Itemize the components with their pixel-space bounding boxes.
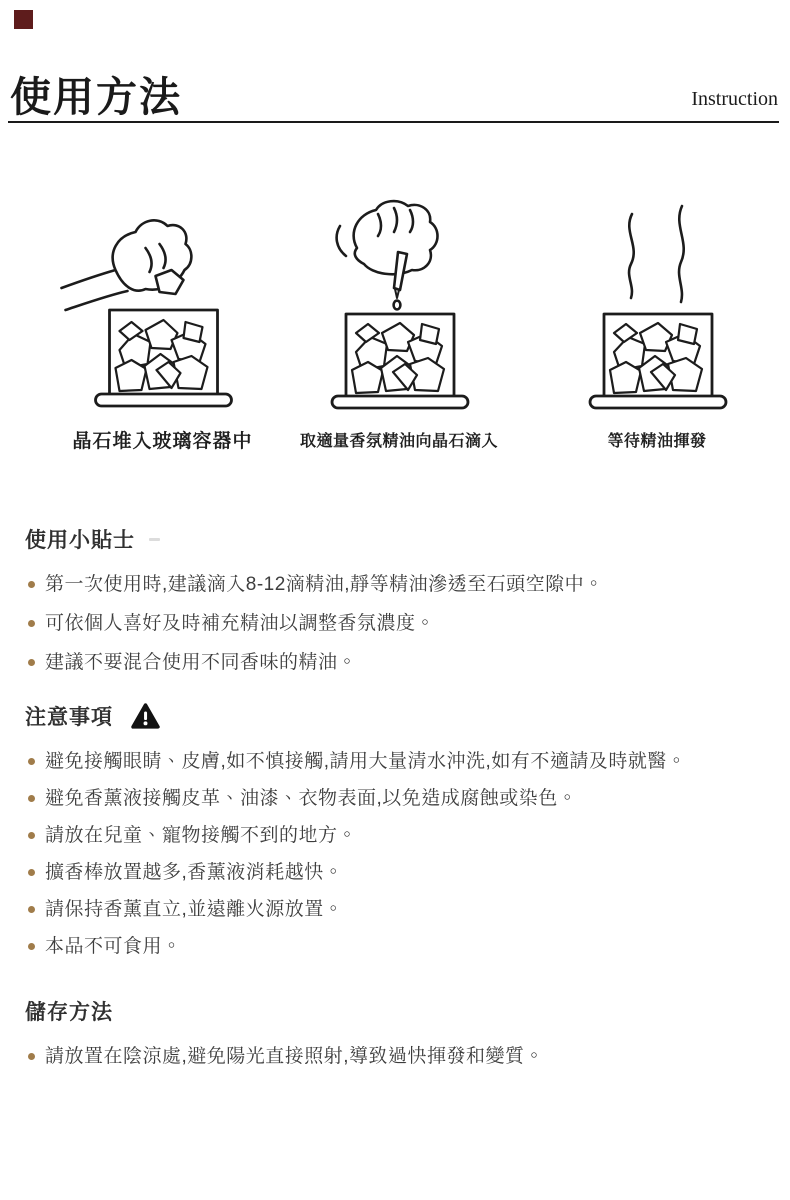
list-item-text: 請放在兒童、寵物接觸不到的地方。 bbox=[45, 825, 358, 846]
bullet-dot-icon bbox=[28, 795, 35, 802]
list-item bbox=[25, 935, 765, 958]
bullet-dot-icon bbox=[28, 758, 35, 765]
list-item bbox=[25, 1045, 765, 1068]
bullet-dot-icon bbox=[28, 943, 35, 950]
tips-list bbox=[25, 573, 765, 674]
list-item bbox=[25, 861, 765, 884]
section-heading bbox=[25, 996, 765, 1026]
bullet-dot-icon bbox=[28, 1053, 35, 1060]
list-item bbox=[25, 651, 765, 674]
step-caption: 晶石堆入玻璃容器中 bbox=[72, 431, 253, 452]
bullet-dot-icon bbox=[28, 906, 35, 913]
list-item bbox=[25, 612, 765, 635]
list-item bbox=[25, 573, 765, 596]
hand-dropper-icon bbox=[294, 192, 504, 422]
section-usage-tips bbox=[25, 524, 765, 690]
storage-heading-text: 儲存方法 bbox=[25, 1001, 113, 1024]
page-subtitle: Instruction bbox=[691, 88, 778, 110]
header-divider bbox=[8, 121, 779, 123]
bullet-dot-icon bbox=[28, 659, 35, 666]
section-heading bbox=[25, 701, 765, 731]
cautions-list bbox=[25, 750, 765, 958]
list-item-text: 避免接觸眼睛、皮膚,如不慎接觸,請用大量清水沖洗,如有不適請及時就醫。 bbox=[45, 751, 687, 772]
section-heading bbox=[25, 524, 765, 554]
step-wait-evaporate bbox=[550, 192, 764, 451]
section-cautions bbox=[25, 701, 765, 972]
step-pour-crystals bbox=[55, 192, 270, 453]
list-item-text: 本品不可食用。 bbox=[45, 936, 182, 957]
bullet-dot-icon bbox=[28, 869, 35, 876]
step-caption: 取適量香氛精油向晶石滴入 bbox=[299, 433, 498, 450]
cautions-heading-text: 注意事項 bbox=[25, 706, 113, 729]
list-item-text: 第一次使用時,建議滴入8-12滴精油,靜等精油滲透至石頭空隙中。 bbox=[45, 574, 604, 595]
corner-marker bbox=[14, 10, 33, 29]
heading-smudge bbox=[149, 538, 160, 541]
hand-pouring-crystals-icon bbox=[55, 192, 270, 420]
bullet-dot-icon bbox=[28, 832, 35, 839]
list-item bbox=[25, 787, 765, 810]
list-item-text: 避免香薰液接觸皮革、油漆、衣物表面,以免造成腐蝕或染色。 bbox=[45, 788, 578, 809]
list-item-text: 請放置在陰涼處,避免陽光直接照射,導致過快揮發和變質。 bbox=[45, 1046, 545, 1067]
evaporating-steam-icon bbox=[552, 192, 762, 422]
list-item-text: 可依個人喜好及時補充精油以調整香氛濃度。 bbox=[45, 613, 436, 634]
warning-triangle-icon bbox=[131, 703, 160, 730]
list-item-text: 擴香棒放置越多,香薰液消耗越快。 bbox=[45, 862, 344, 883]
list-item bbox=[25, 898, 765, 921]
list-item-text: 請保持香薰直立,並遠離火源放置。 bbox=[45, 899, 344, 920]
step-caption: 等待精油揮發 bbox=[607, 433, 707, 450]
storage-list bbox=[25, 1045, 765, 1068]
bullet-dot-icon bbox=[28, 581, 35, 588]
page-title: 使用方法 bbox=[10, 74, 182, 120]
list-item-text: 建議不要混合使用不同香味的精油。 bbox=[45, 652, 358, 673]
list-item bbox=[25, 824, 765, 847]
section-storage bbox=[25, 996, 765, 1084]
step-drop-oil bbox=[288, 192, 510, 451]
list-item bbox=[25, 750, 765, 773]
tips-heading-text: 使用小貼士 bbox=[25, 529, 135, 552]
bullet-dot-icon bbox=[28, 620, 35, 627]
